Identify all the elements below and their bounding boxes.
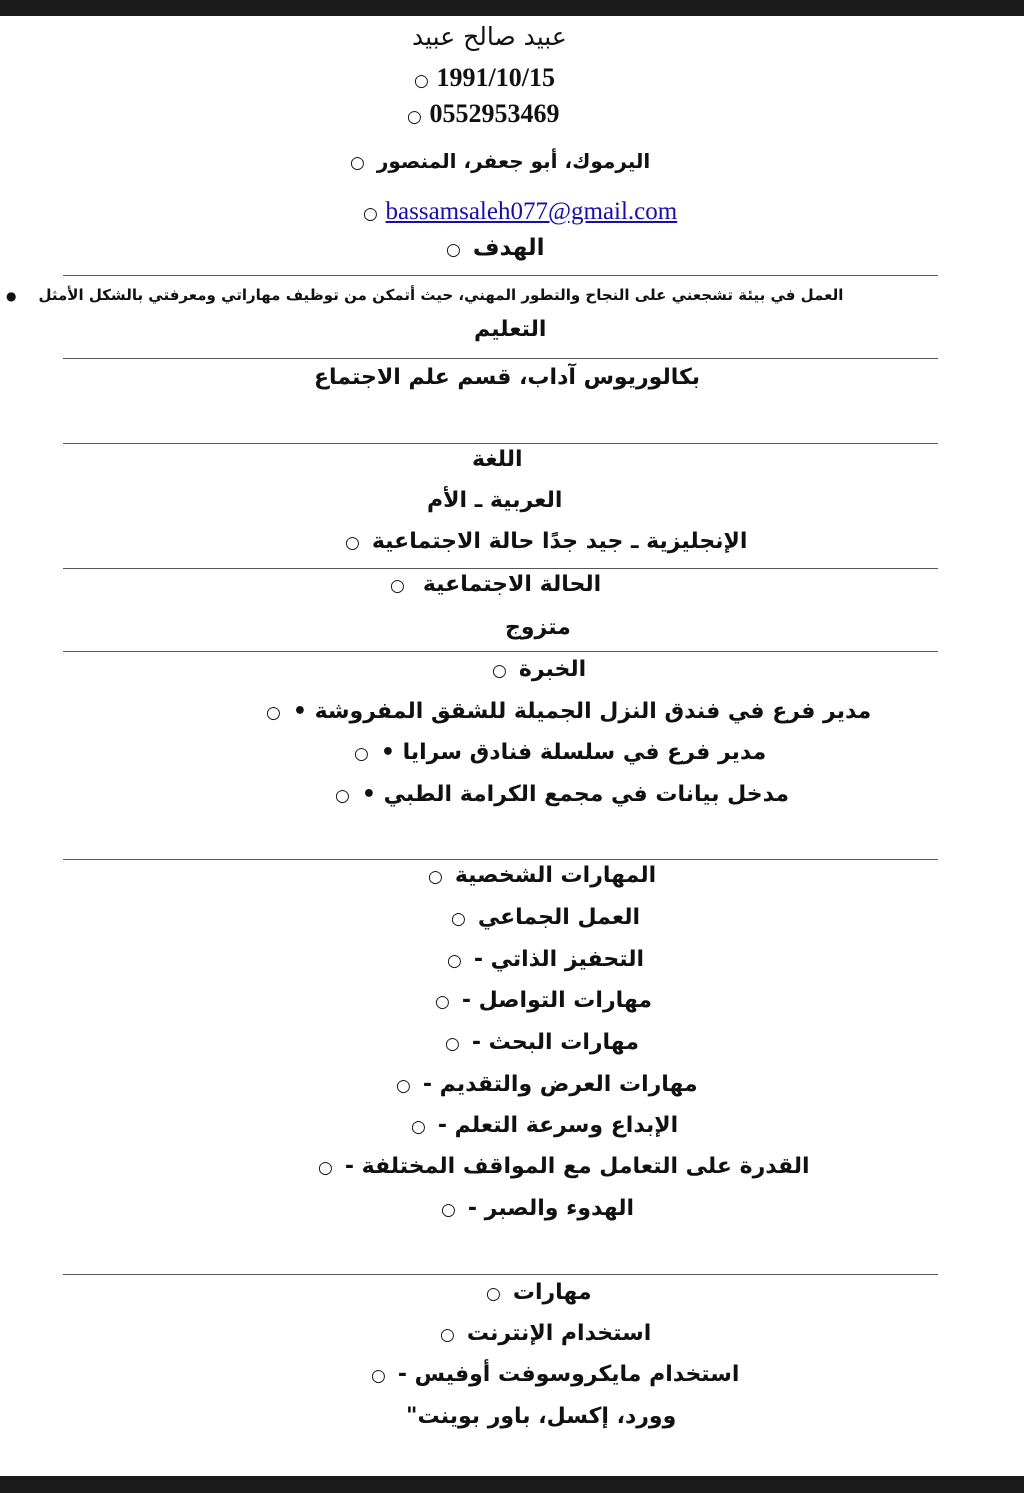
language-heading: اللغة	[472, 447, 523, 472]
circle-bullet-icon: ○	[407, 107, 422, 127]
circle-bullet-icon: ○	[440, 1325, 455, 1345]
education-degree: بكالوريوس آداب، قسم علم الاجتماع	[314, 365, 701, 390]
circle-bullet-icon: ○	[441, 1200, 456, 1220]
circle-bullet-icon: ○	[414, 71, 429, 91]
personal-skill-item: الإبداع وسرعة التعلم -○	[411, 1111, 678, 1142]
marital-value: متزوج	[505, 615, 571, 640]
birthdate: 1991/10/15	[436, 63, 555, 92]
circle-bullet-icon: ○	[435, 992, 450, 1012]
top-black-bar	[0, 0, 1024, 16]
experience-item: مدخل بيانات في مجمع الكرامة الطبي •○	[335, 780, 789, 811]
personal-skill-item: الهدوء والصبر -○	[441, 1194, 634, 1225]
divider	[63, 443, 938, 444]
personal-skill-item: العمل الجماعي○	[451, 903, 640, 934]
circle-bullet-icon: ○	[447, 951, 462, 971]
circle-bullet-icon: ○	[492, 661, 507, 681]
skill-item: استخدام الإنترنت○	[440, 1319, 651, 1350]
address-line	[350, 146, 650, 178]
circle-bullet-icon: ○	[446, 240, 461, 260]
personal-skill-item: مهارات البحث -○	[445, 1028, 639, 1059]
personal-skill-item: التحفيز الذاتي -○	[447, 945, 644, 976]
experience-item: مدير فرع في فندق النزل الجميلة للشقق المفروشة •○	[266, 697, 871, 728]
language-item: الإنجليزية ـ جيد جدًا حالة الاجتماعية○	[345, 527, 747, 558]
full-name: عبيد صالح عبيد	[412, 22, 567, 51]
objective-line	[6, 280, 843, 311]
circle-bullet-icon: ○	[266, 703, 281, 723]
skill-item: وورد، إكسل، باور بوينت"	[406, 1404, 677, 1429]
circle-bullet-icon: ○	[318, 1158, 333, 1178]
email-link[interactable]: bassamsaleh077@gmail.com	[385, 198, 678, 225]
experience-item: مدير فرع في سلسلة فنادق سرايا •○	[354, 738, 766, 769]
phone-number: 0552953469	[429, 99, 560, 128]
circle-bullet-icon: ○	[428, 867, 443, 887]
bottom-black-bar	[0, 1476, 1024, 1493]
objective-text: العمل في بيئة تشجعني على النجاح والتطور المهني، حيث أتمكن من توظيف مهاراتي ومعرفتي بالشكل الأمثل	[38, 286, 844, 304]
email-line	[363, 197, 677, 229]
marital-heading: الحالة الاجتماعية○	[390, 570, 601, 601]
circle-bullet-icon: ○	[390, 576, 405, 596]
divider	[63, 859, 938, 860]
divider	[63, 1274, 938, 1275]
personal-skills-heading: المهارات الشخصية○	[428, 861, 656, 892]
circle-bullet-icon: ○	[363, 204, 378, 224]
language-item: العربية ـ الأم	[427, 488, 563, 513]
divider	[63, 358, 938, 359]
circle-bullet-icon: ○	[350, 153, 365, 173]
skills-heading: مهارات○	[486, 1278, 592, 1309]
circle-bullet-icon: ○	[445, 1034, 460, 1054]
personal-skill-item: مهارات العرض والتقديم -○	[396, 1070, 698, 1101]
education-heading: التعليم	[474, 317, 547, 342]
circle-bullet-icon: ○	[345, 533, 360, 553]
skill-item: استخدام مايكروسوفت أوفيس -○	[371, 1360, 739, 1391]
phone-line	[407, 99, 560, 132]
divider	[63, 651, 938, 652]
birthdate-line	[414, 63, 555, 96]
objective-heading: الهدف○	[446, 233, 545, 265]
circle-bullet-icon: ○	[354, 744, 369, 764]
circle-bullet-icon: ○	[411, 1117, 426, 1137]
circle-bullet-icon: ○	[371, 1366, 386, 1386]
divider	[63, 275, 938, 276]
circle-bullet-icon: ○	[335, 786, 350, 806]
divider	[63, 568, 938, 569]
circle-bullet-icon: ○	[486, 1284, 501, 1304]
circle-bullet-icon: ○	[396, 1076, 411, 1096]
personal-skill-item: مهارات التواصل -○	[435, 986, 652, 1017]
personal-skill-item: القدرة على التعامل مع المواقف المختلفة -○	[318, 1152, 810, 1183]
experience-heading: الخبرة○	[492, 655, 586, 686]
dot-bullet-icon: ●	[6, 289, 17, 303]
address: اليرموك، أبو جعفر، المنصور	[376, 149, 651, 173]
circle-bullet-icon: ○	[451, 909, 466, 929]
